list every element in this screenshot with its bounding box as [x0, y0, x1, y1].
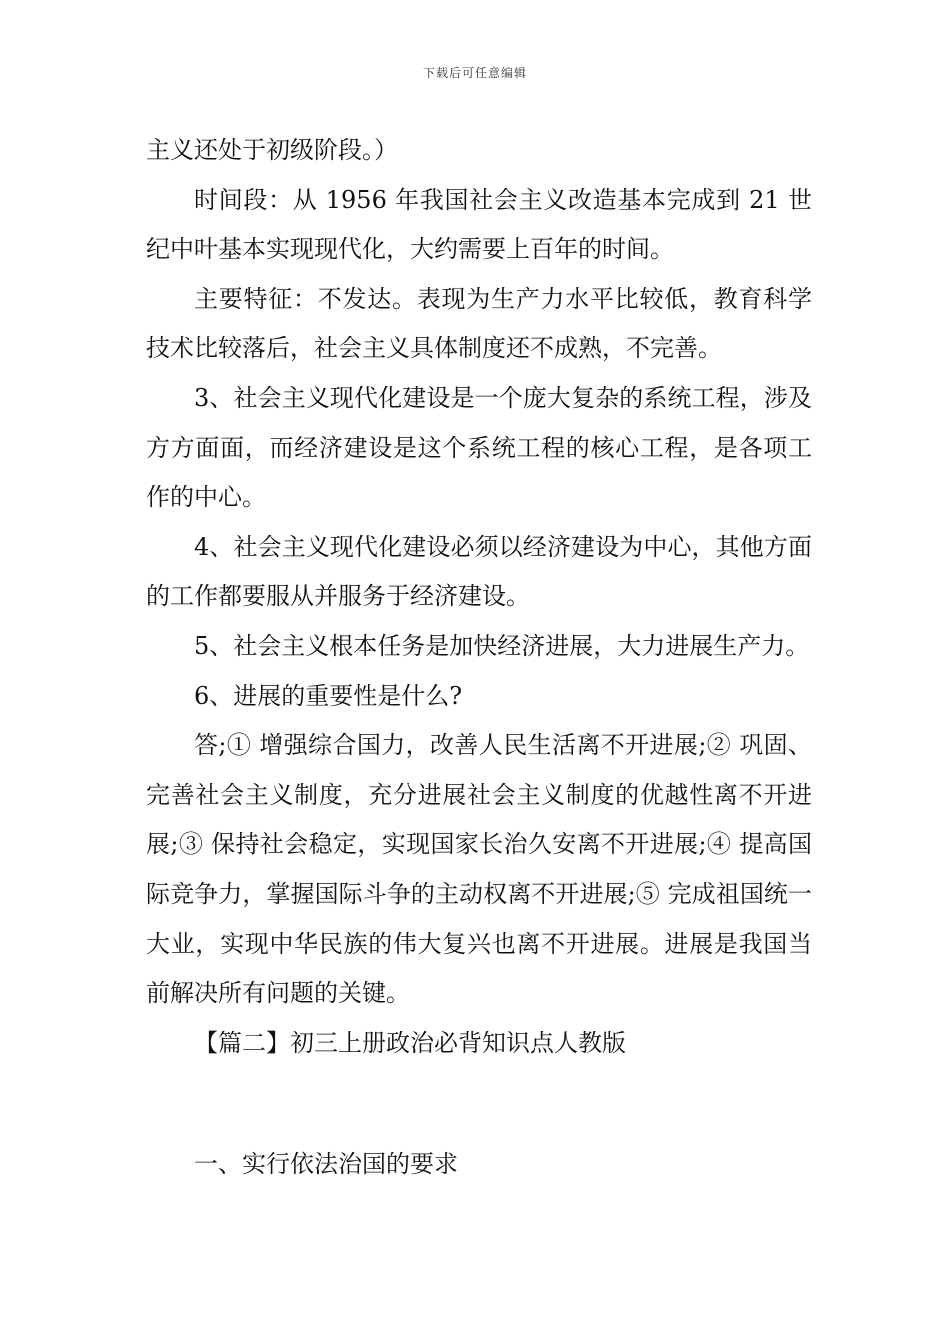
paragraph-8: 答;① 增强综合国力，改善人民生活离不开进展;② 巩固、完善社会主义制度，充分进展社会主义制度的优越性离不开进展;③ 保持社会稳定，实现国家长治久安离不开进展;④ 提高国际竞争力，掌握国际斗争的主动权离不开进展;⑤ 完成祖国统一大业，实现中华民族的伟大复兴也离不开进展。进展是我国当前解决所有问题的关键。: [146, 731, 812, 1008]
section-heading: 【篇二】初三上册政治必背知识点人教版: [194, 1028, 626, 1057]
paragraph-5: 4、社会主义现代化建设必须以经济建设为中心，其他方面的工作都要服从并服务于经济建设。: [146, 532, 812, 611]
paragraph-3: 主要特征：不发达。表现为生产力水平比较低，教育科学技术比较落后，社会主义具体制度还不成熟，不完善。: [146, 284, 812, 363]
paragraph-7: 6、进展的重要性是什么?: [194, 681, 463, 710]
subsection-heading: 一、实行依法治国的要求: [194, 1150, 458, 1179]
paragraph-1: 主义还处于初级阶段。）: [146, 136, 398, 164]
page-header-note: 下载后可任意编辑: [422, 66, 527, 80]
paragraph-2: 时间段：从 1956 年我国社会主义改造基本完成到 21 世纪中叶基本实现现代化，大约需要上百年的时间。: [146, 185, 812, 264]
paragraph-4: 3、社会主义现代化建设是一个庞大复杂的系统工程，涉及方方面面，而经济建设是这个系统工程的核心工程，是各项工作的中心。: [146, 383, 812, 512]
paragraph-6: 5、社会主义根本任务是加快经济进展，大力进展生产力。: [194, 631, 810, 660]
section-spacer: [146, 1068, 812, 1140]
document-body: [146, 126, 812, 1190]
